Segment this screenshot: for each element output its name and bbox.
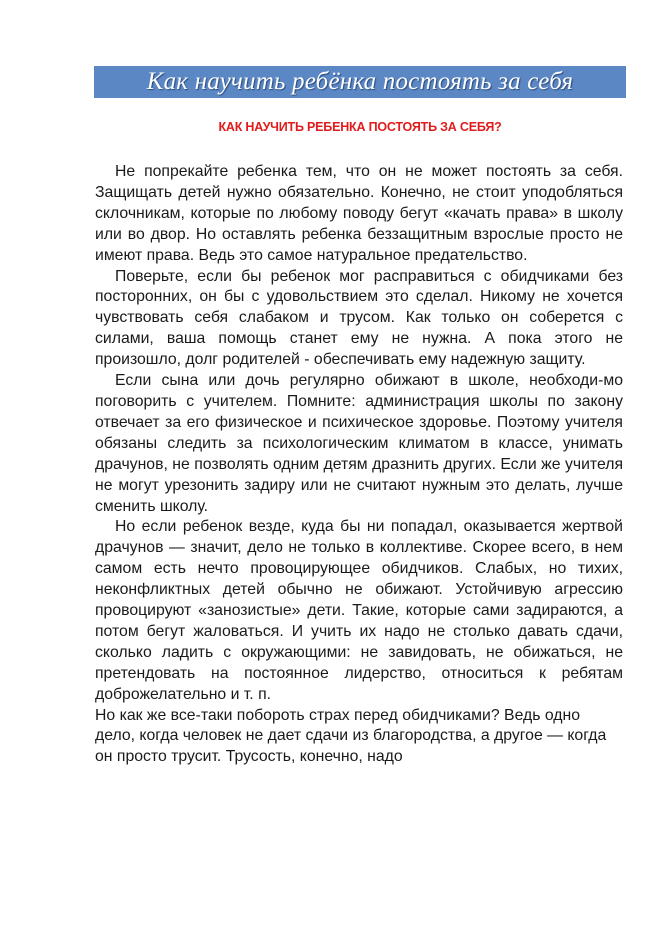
paragraph-5: Но как же все-таки побороть страх перед обидчиками? Ведь одно дело, когда человек не дает сдачи из благородства, а другое — когда он просто трусит. Трусость, конечно, надо bbox=[95, 706, 607, 766]
title-banner bbox=[94, 66, 626, 98]
paragraph-3: Если сына или дочь регулярно обижают в школе, необходи-мо поговорить с учителем. Помните: администрация школы по закону отвечает за его физическое и психическое здоровье. Поэтому учителя обязаны следить за психологическим климатом в классе, унимать драчунов, не позволять одним детям дразнить других. Если же учителя не могут урезонить задиру или не считают нужным это делать, лучше сменить школу. bbox=[95, 372, 623, 515]
paragraph-4: Но если ребенок везде, куда бы ни попадал, оказывается жертвой драчунов — значит, дело не только в коллективе. Скорее всего, в нем самом есть нечто провоцирующее обидчиков. Слабых, но тихих, неконфликтных детей обычно не обижают. Устойчивую агрессию провоцируют «занозистые» дети. Такие, которые сами задираются, а потом бегут жаловаться. И учить их надо не столько давать сдачи, сколько ладить с окружающими: не завидовать, не обижаться, не претендовать на постоянное лидерство, относиться к ребятам доброжелательно и т. п. bbox=[95, 518, 623, 703]
paragraph-1: Не попрекайте ребенка тем, что он не может постоять за себя. Защищать детей нужно обязательно. Конечно, не стоит уподобляться склочникам, которые по любому поводу бегут «качать права» в школу или во двор. Но оставлять ребенка беззащитным взрослые просто не имеют права. Ведь это самое натуральное предательство. bbox=[95, 163, 623, 264]
paragraph-2: Поверьте, если бы ребенок мог расправиться с обидчиками без посторонних, он бы с удовольствием это сделал. Никому не хочется чувствовать себя слабаком и трусом. Как только он соберется с силами, ваша помощь станет ему не нужна. А пока этого не произошло, долг родителей - обеспечивать ему надежную защиту. bbox=[95, 267, 623, 369]
page-title: Как научить ребёнка постоять за себя bbox=[146, 68, 574, 95]
article-subtitle: КАК НАУЧИТЬ РЕБЕНКА ПОСТОЯТЬ ЗА СЕБЯ? bbox=[218, 120, 502, 134]
article-body bbox=[95, 162, 623, 768]
